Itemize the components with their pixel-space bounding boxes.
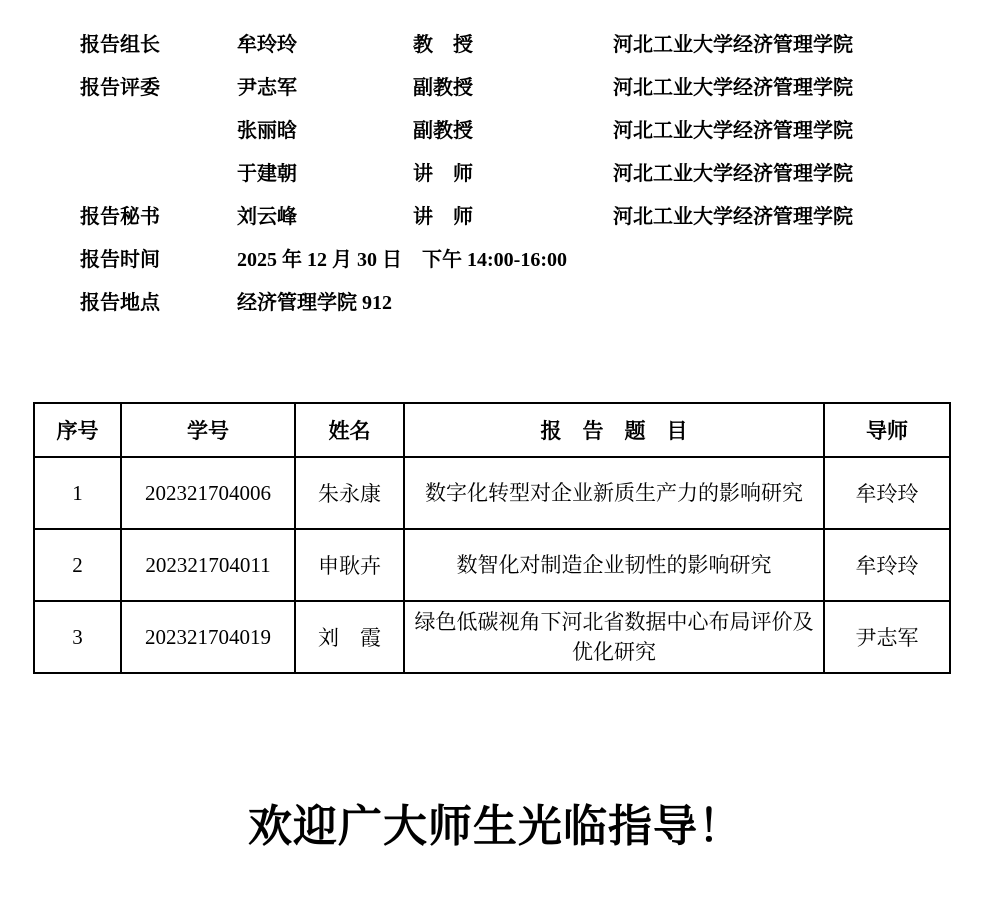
table-header-row [34,403,950,457]
cell-topic: 数字化转型对企业新质生产力的影响研究 [404,457,824,529]
cell-student-id: 202321704019 [121,601,295,673]
cell-name: 申耿卉 [295,529,404,601]
person-name: 刘云峰 [237,206,297,228]
cell-advisor: 牟玲玲 [824,457,950,529]
person-name: 尹志军 [237,77,297,99]
person-title: 讲 师 [413,163,473,185]
person-org: 河北工业大学经济管理学院 [613,206,853,228]
info-row-leader [80,21,853,64]
cell-name: 朱永康 [295,457,404,529]
welcome-banner: 欢迎广大师生光临指导！ [248,802,743,851]
cell-no: 2 [34,529,121,601]
cell-name: 刘 霞 [295,601,404,673]
cell-student-id: 202321704011 [121,529,295,601]
person-title: 讲 师 [413,206,473,228]
table-row [34,457,950,529]
person-title: 副教授 [413,77,473,99]
header-student-id: 学号 [121,403,295,457]
cell-topic: 数智化对制造企业韧性的影响研究 [404,529,824,601]
report-time-value: 2025 年 12 月 30 日 下午 14:00-16:00 [237,249,567,271]
report-info-section [80,21,853,322]
info-row-judge [80,150,853,193]
header-no: 序号 [34,403,121,457]
person-org: 河北工业大学经济管理学院 [613,120,853,142]
info-row-judge [80,107,853,150]
cell-advisor: 尹志军 [824,601,950,673]
person-name: 张丽晗 [237,120,297,142]
cell-topic: 绿色低碳视角下河北省数据中心布局评价及优化研究 [404,601,824,673]
table-header [34,403,950,457]
info-label: 报告组长 [80,34,160,56]
header-topic: 报 告 题 目 [404,403,824,457]
table-row [34,601,950,673]
cell-no: 3 [34,601,121,673]
person-title: 副教授 [413,120,473,142]
header-name: 姓名 [295,403,404,457]
header-advisor: 导师 [824,403,950,457]
person-org: 河北工业大学经济管理学院 [613,163,853,185]
table-body [34,457,950,673]
person-org: 河北工业大学经济管理学院 [613,77,853,99]
info-label: 报告时间 [80,249,160,271]
info-label: 报告地点 [80,292,160,314]
info-label: 报告秘书 [80,206,160,228]
info-row-place [80,279,853,322]
person-name: 牟玲玲 [237,34,297,56]
info-row-secretary [80,193,853,236]
report-place-value: 经济管理学院 912 [237,292,392,314]
info-label: 报告评委 [80,77,160,99]
person-title: 教 授 [413,34,473,56]
schedule-table [33,402,951,674]
table-row [34,529,950,601]
person-org: 河北工业大学经济管理学院 [613,34,853,56]
info-row-time [80,236,853,279]
cell-no: 1 [34,457,121,529]
cell-student-id: 202321704006 [121,457,295,529]
info-row-judge [80,64,853,107]
person-name: 于建朝 [237,163,297,185]
cell-advisor: 牟玲玲 [824,529,950,601]
